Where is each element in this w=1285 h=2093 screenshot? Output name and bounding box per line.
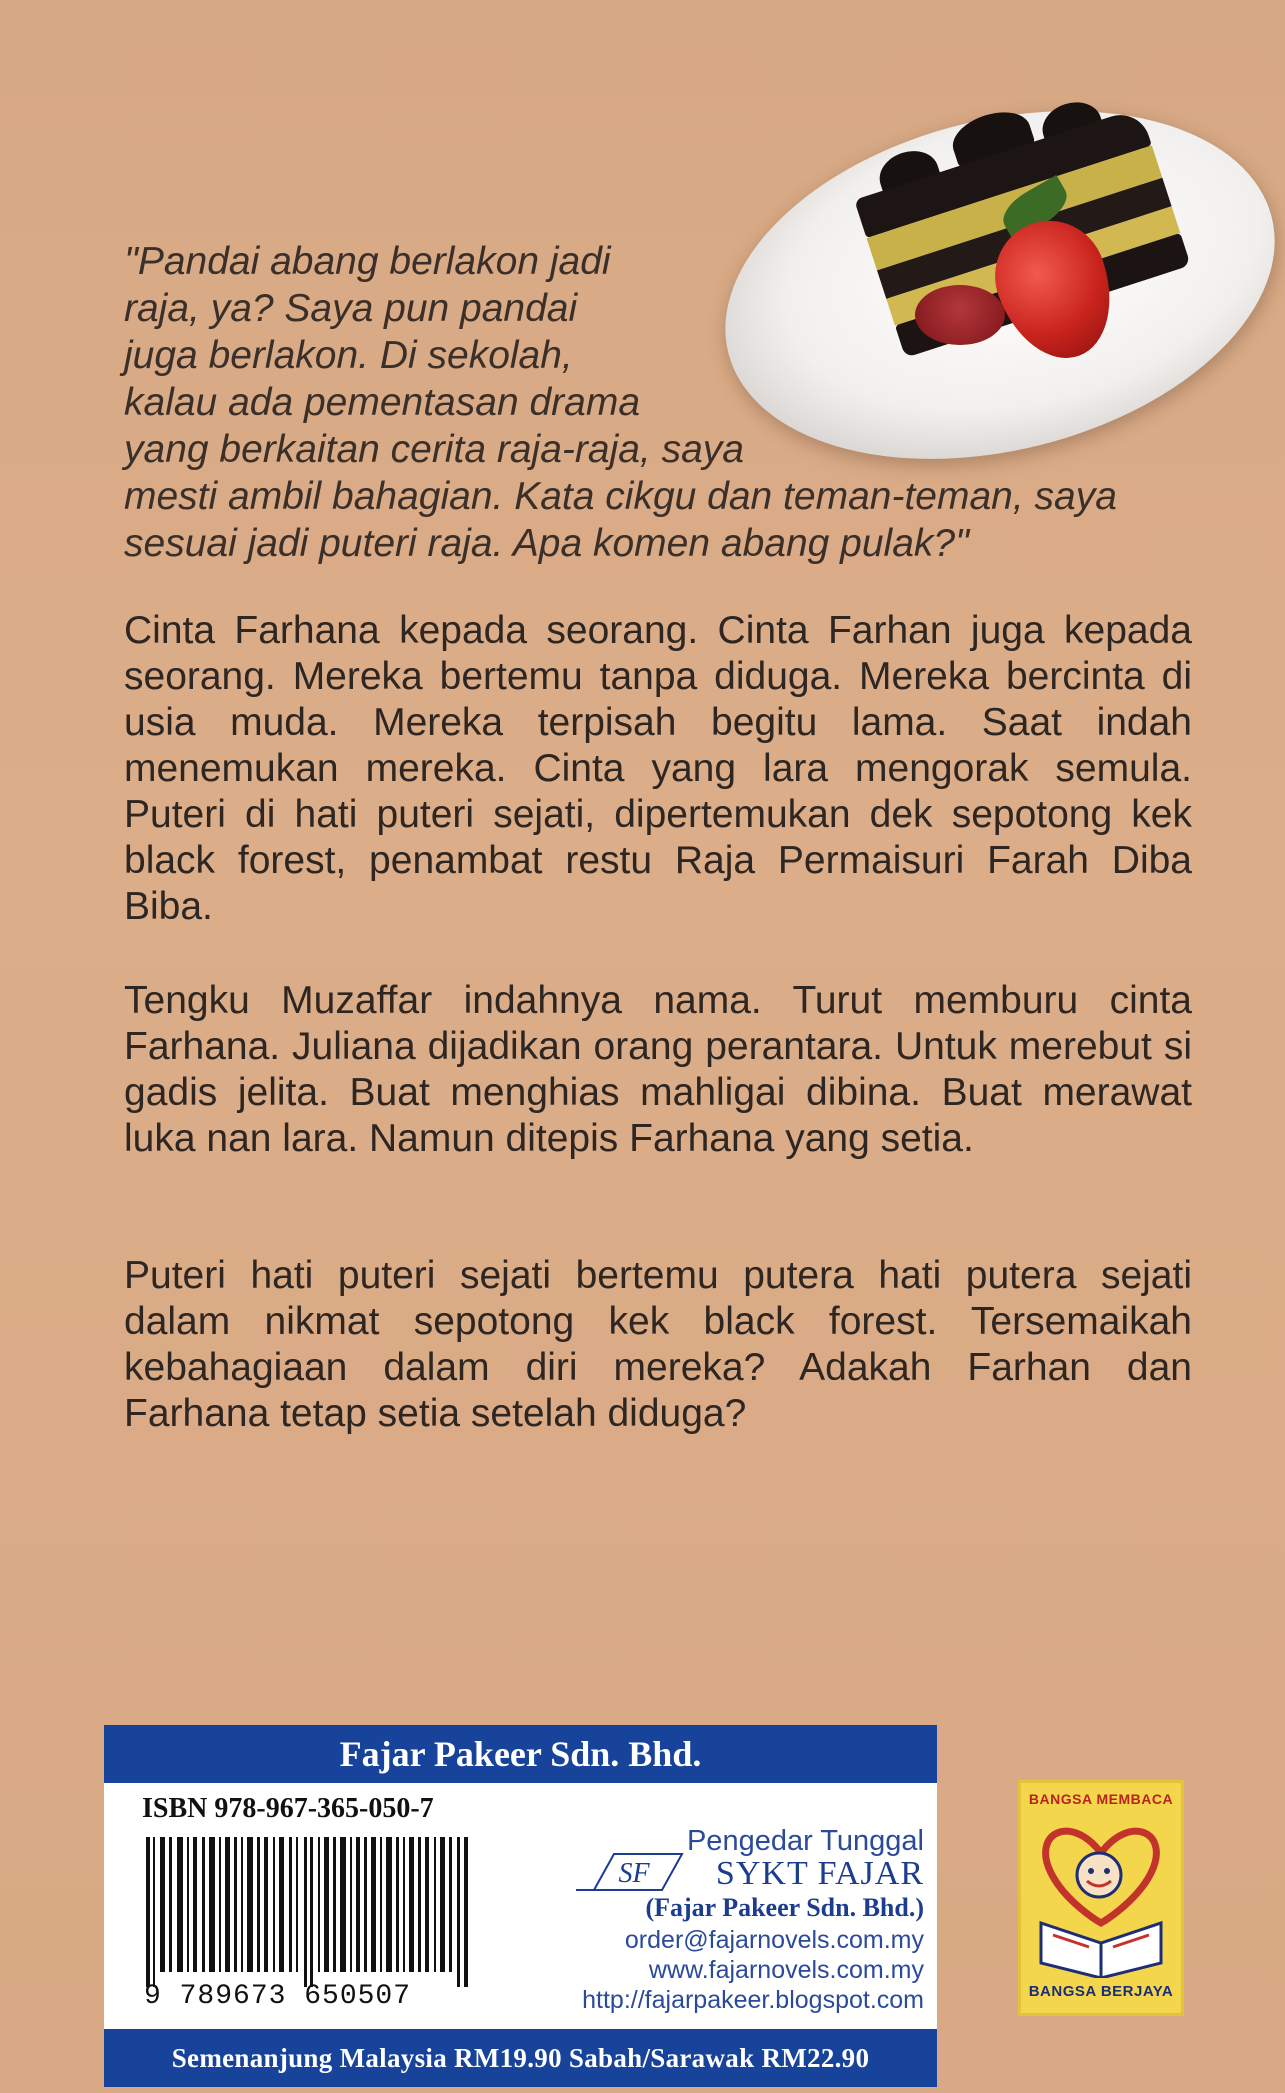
barcode <box>144 1837 474 1987</box>
distributor-label: Pengedar Tunggal <box>686 1825 924 1857</box>
quote-line: juga berlakon. Di sekolah, <box>124 334 573 377</box>
sf-logo-text: SF <box>618 1858 650 1889</box>
website-text: www.fajarnovels.com.my <box>648 1956 924 1984</box>
distributor-info <box>524 1825 924 2015</box>
quote-line: mesti ambil bahagian. Kata cikgu dan teman-teman, saya <box>124 475 1117 518</box>
blog-text: http://fajarpakeer.blogspot.com <box>582 1986 924 2014</box>
quote-line: "Pandai abang berlakon jadi <box>124 240 611 283</box>
synopsis-paragraph-3: Puteri hati puteri sejati bertemu putera hati putera sejati dalam nikmat sepotong kek black forest. Tersemaikah kebahagiaan dalam diri mereka? Adakah Farhan dan Farhana tetap setia setelah diduga? <box>124 1254 1192 1435</box>
synopsis-paragraph-2: Tengku Muzaffar indahnya nama. Turut memburu cinta Farhana. Juliana dijadikan orang perantara. Untuk merebut si gadis jelita. Buat menghias mahligai dibina. Buat merawat luka nan lara. Namun ditepis Farhana yang setia. <box>124 979 1192 1160</box>
price-line: Semenanjung Malaysia RM19.90 Sabah/Sarawak RM22.90 <box>104 2029 937 2087</box>
publisher-name: Fajar Pakeer Sdn. Bhd. <box>104 1725 937 1783</box>
bangsa-membaca-badge <box>1018 1780 1184 2016</box>
quote-line: sesuai jadi puteri raja. Apa komen abang pulak?" <box>124 522 969 565</box>
isbn-text: ISBN 978-967-365-050-7 <box>142 1793 434 1824</box>
quote-line: kalau ada pementasan drama <box>124 381 641 424</box>
synopsis-paragraph-1: Cinta Farhana kepada seorang. Cinta Farhan juga kepada seorang. Mereka bertemu tanpa diduga. Mereka bercinta di usia muda. Mereka terpisah begitu lama. Saat indah menemukan mereka. Cinta yang lara mengorak semula. Puteri di hati puteri sejati, dipertemukan dek sepotong kek black forest, penambat restu Raja Permaisuri Farah Diba Biba. <box>124 609 1192 928</box>
distributor-company: (Fajar Pakeer Sdn. Bhd.) <box>645 1893 924 1922</box>
quote-line: yang berkaitan cerita raja-raja, saya <box>124 428 744 471</box>
barcode-digits: 9 789673 650507 <box>144 1981 412 2012</box>
publisher-box <box>104 1725 937 2087</box>
reading-child-icon <box>1031 1813 1171 1978</box>
distributor-name: SYKT FAJAR <box>715 1855 924 1892</box>
badge-bottom-text: BANGSA BERJAYA <box>1028 1983 1174 2000</box>
badge-top-text: BANGSA MEMBACA <box>1028 1791 1174 1807</box>
quote-line: raja, ya? Saya pun pandai <box>124 287 578 330</box>
email-text: order@fajarnovels.com.my <box>624 1926 924 1954</box>
